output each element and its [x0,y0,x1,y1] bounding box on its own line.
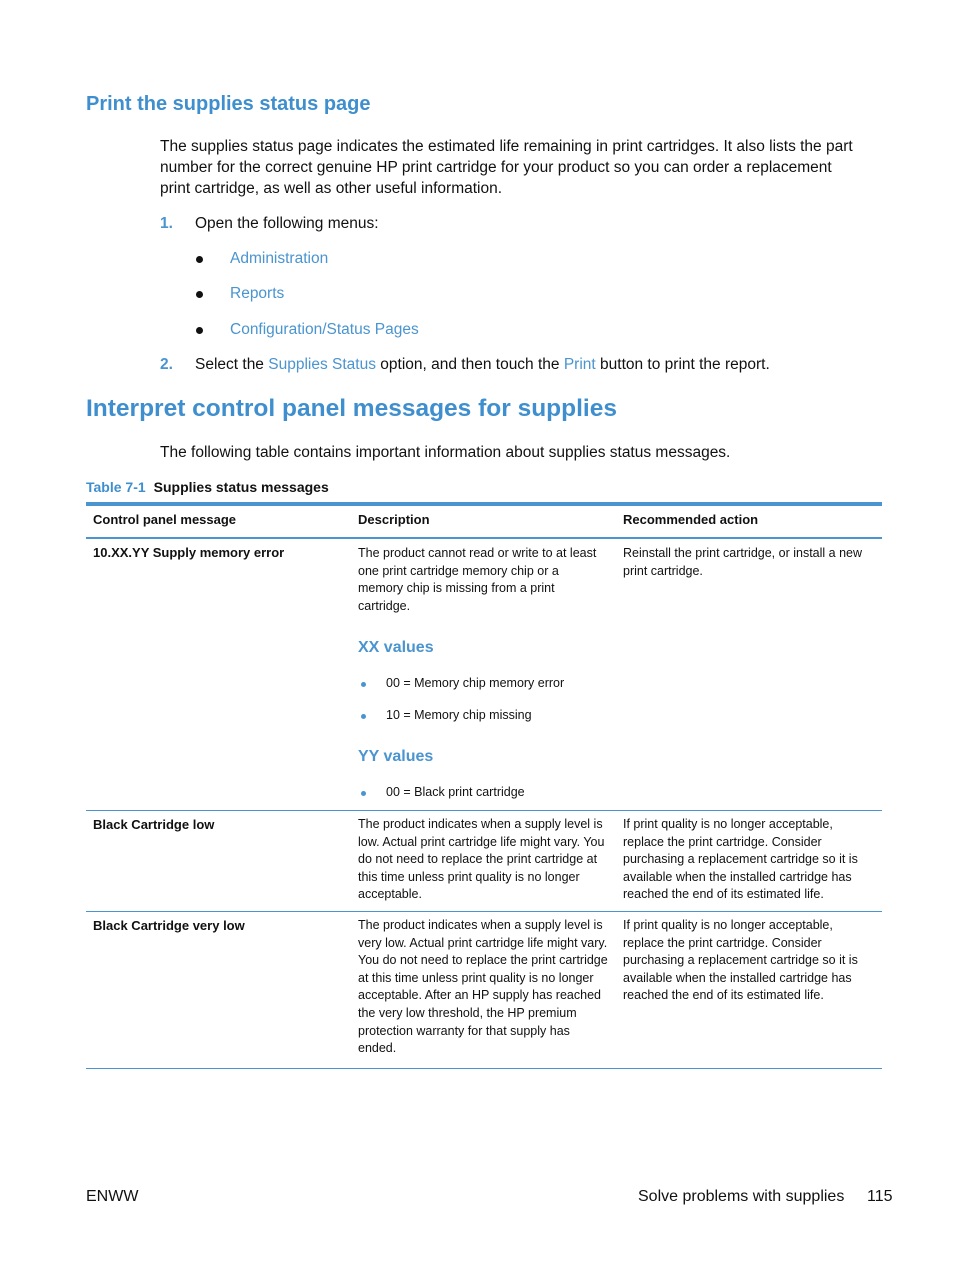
yy-value-item: 00 = Black print cartridge [386,785,525,799]
row3-action: If print quality is no longer acceptable, replace the print cartridge. Consider purchasing a replacement cartridge so it is available when the installed cartridge has reached the end of its estimated life. [623,918,858,1003]
step2-text-middle: option, and then touch the [375,356,564,373]
yy-values-subheading: YY values [358,748,434,765]
table-intro-paragraph: The following table contains important information about supplies status messages. [160,444,731,461]
menu-reports-link[interactable]: Reports [230,285,285,302]
bullet-icon [196,256,203,263]
supplies-status-option-link[interactable]: Supplies Status [268,356,376,373]
row3-description: The product indicates when a supply level is very low. Actual print cartridge life might vary. You do not need to replace the print cartridge at this time unless print quality is no longer acceptable. After an HP supply has reached the very low threshold, the HP premium protection warranty for that supply has ended. [358,918,608,1056]
row1-action: Reinstall the print cartridge, or install a new print cartridge. [623,546,863,578]
step2-text-start: Select the [195,356,269,373]
table-bottom-rule [86,1068,882,1069]
step-number-2: 2. [160,356,173,373]
bullet-icon [196,291,203,298]
row2-message: Black Cartridge low [93,817,215,832]
table-caption [86,479,329,495]
footer-page-number: 115 [867,1188,893,1205]
bullet-icon [361,682,366,687]
row2-description: The product indicates when a supply level is low. Actual print cartridge life might vary. You do not need to replace the print cartridge at this time unless print quality is no longer acceptable. [358,817,605,902]
section-heading-print-supplies: Print the supplies status page [86,93,371,115]
print-button-link[interactable]: Print [563,356,596,373]
xx-values-subheading: XX values [358,639,434,656]
row1-description: The product cannot read or write to at least one print cartridge memory chip or a memory chip is missing from a print cartridge. [358,546,597,613]
step-text-1: Open the following menus: [195,215,379,232]
section-heading-interpret-messages: Interpret control panel messages for supplies [86,395,617,422]
bullet-icon [361,791,366,796]
row-divider [86,810,882,811]
table-caption-title: Supplies status messages [153,479,329,495]
header-recommended-action: Recommended action [623,512,759,527]
table-header-rule [86,537,882,539]
bullet-icon [361,714,366,719]
row2-action: If print quality is no longer acceptable, replace the print cartridge. Consider purchasing a replacement cartridge so it is available when the installed cartridge has reached the end of its estimated life. [623,817,858,902]
menu-administration-link[interactable]: Administration [230,250,329,267]
table-caption-number: Table 7-1 [86,479,146,495]
row1-message: 10.XX.YY Supply memory error [93,545,285,560]
intro-paragraph: The supplies status page indicates the estimated life remaining in print cartridges. It also lists the part number for the correct genuine HP print cartridge for your product so you can order a replacement print cartridge, as well as other useful information. [160,138,853,197]
row-divider [86,911,882,912]
step-text-2 [195,354,770,375]
table-top-rule [86,502,882,506]
header-control-panel-message: Control panel message [93,512,237,527]
menu-configuration-status-link[interactable]: Configuration/Status Pages [230,321,419,338]
bullet-icon [196,327,203,334]
step-number-1: 1. [160,215,173,232]
xx-value-item: 00 = Memory chip memory error [386,676,565,690]
header-description: Description [358,512,430,527]
footer-chapter-title: Solve problems with supplies [638,1188,845,1205]
xx-value-item: 10 = Memory chip missing [386,708,532,722]
step2-text-end: button to print the report. [595,356,770,373]
footer-left-label: ENWW [86,1188,139,1205]
row3-message: Black Cartridge very low [93,918,245,933]
